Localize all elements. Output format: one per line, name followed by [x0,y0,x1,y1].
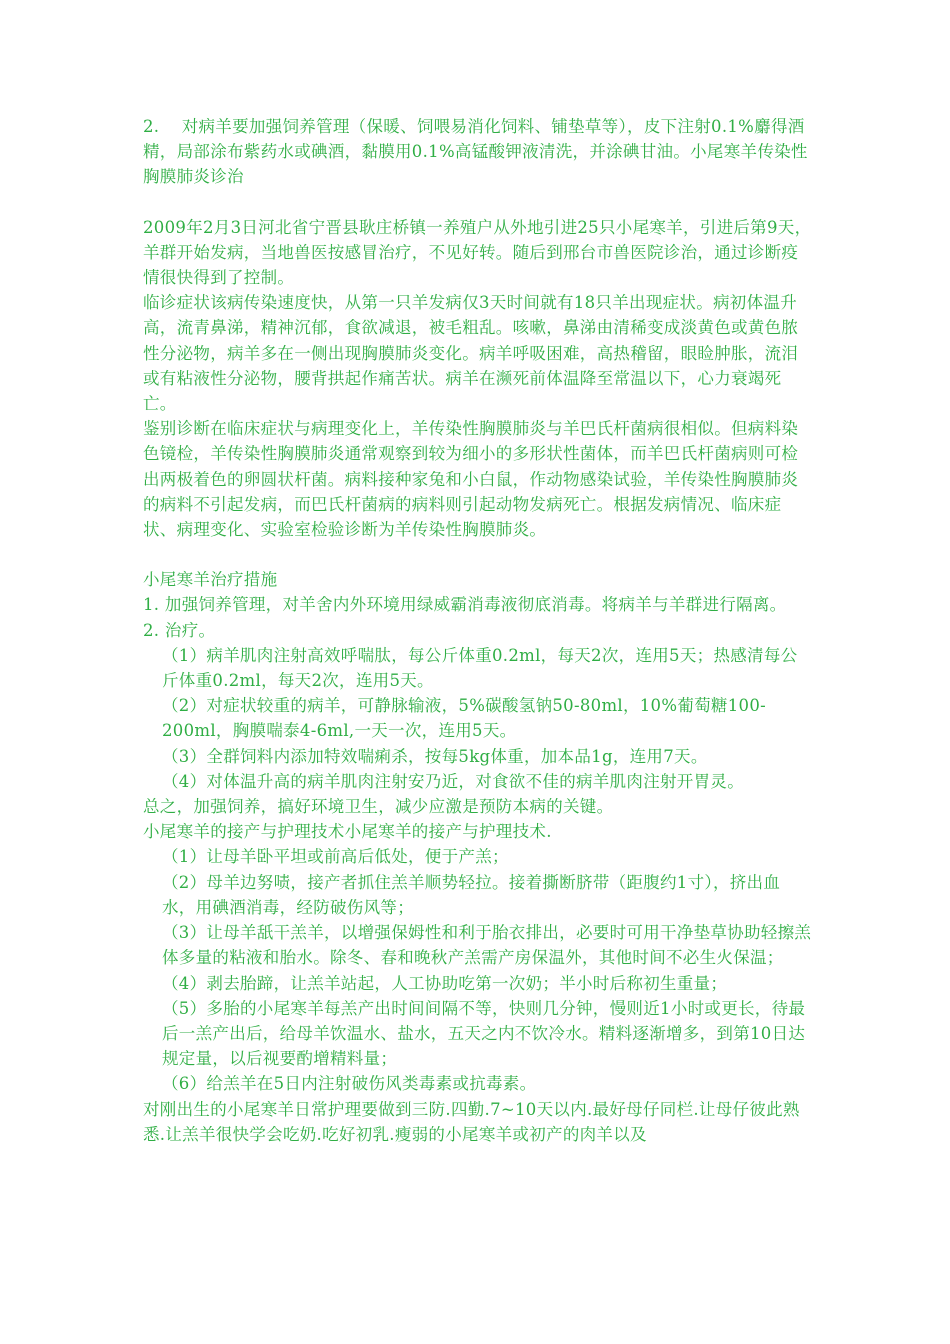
paragraph-spacer [143,542,813,567]
paragraph: 小尾寒羊的接产与护理技术小尾寒羊的接产与护理技术. [143,822,552,842]
paragraph: （5）多胎的小尾寒羊每羔产出时间间隔不等，快则几分钟，慢则近1小时或更长，待最后一羔产出后，给母羊饮温水、盐水，五天之内不饮冷水。精料逐渐增多，到第10日达规定量，以后视要酌增精料量； [162,998,806,1069]
paragraph: 总之，加强饲养，搞好环境卫生，减少应激是预防本病的关键。 [143,797,614,817]
paragraph: （2）母羊边努啧，接产者抓住羔羊顺势轻拉。接着撕断脐带（距腹约1寸），挤出血水，用碘酒消毒，经防破伤风等； [162,872,781,917]
paragraph: （2）对症状较重的病羊，可静脉输液，5%碳酸氢钠50-80ml，10%葡萄糖100-200ml，胸膜喘泰4-6ml,一天一次，连用5天。 [162,696,767,741]
paragraph: 2009年2月3日河北省宁晋县耿庄桥镇一养殖户从外地引进25只小尾寒羊，引进后第9天，羊群开始发病，当地兽医按感冒治疗，不见好转。随后到邢台市兽医院诊治，通过诊断疫情很快得到了控制。 [143,217,812,288]
paragraph: 对刚出生的小尾寒羊日常护理要做到三防.四勤.7~10天以内.最好母仔同栏.让母仔彼此熟悉.让羔羊很快学会吃奶.吃好初乳.瘦弱的小尾寒羊或初产的肉羊以及 [143,1099,800,1144]
paragraph: 2. 治疗。 [143,620,216,640]
paragraph: （6）给羔羊在5日内注射破伤风类毒素或抗毒素。 [162,1074,537,1094]
paragraph-spacer [143,190,813,215]
paragraph: 小尾寒羊治疗措施 [143,570,278,590]
paragraph: 1. 加强饲养管理，对羊舍内外环境用绿威霸消毒液彻底消毒。将病羊与羊群进行隔离。 [143,595,787,615]
paragraph: 鉴别诊断在临床症状与病理变化上，羊传染性胸膜肺炎与羊巴氏杆菌病很相似。但病料染色镜检，羊传染性胸膜肺炎通常观察到较为细小的多形状性菌体，而羊巴氏杆菌病则可检出两极着色的卵圆状杆菌。病料接种家兔和小白鼠，作动物感染试验，羊传染性胸膜肺炎的病料不引起发病，而巴氏杆菌病的病料则引起动物发病死亡。根据发病情况、临床症状、病理变化、实验室检验诊断为羊传染性胸膜肺炎。 [143,419,799,540]
paragraph: （4）对体温升高的病羊肌肉注射安乃近，对食欲不佳的病羊肌肉注射开胃灵。 [162,771,744,791]
paragraph: 临诊症状该病传染速度快，从第一只羊发病仅3天时间就有18只羊出现症状。病初体温升高，流青鼻涕，精神沉郁，食欲减退，被毛粗乱。咳嗽，鼻涕由清稀变成淡黄色或黄色脓性分泌物，病羊多在一侧出现胸膜肺炎变化。病羊呼吸困难，高热稽留，眼睑肿胀，流泪或有粘液性分泌物，腰背拱起作痛苦状。病羊在濒死前体温降至常温以下，心力衰竭死亡。 [143,293,799,414]
paragraph: （1）病羊肌肉注射高效呼喘肽，每公斤体重0.2ml，每天2次，连用5天；热感清每公斤体重0.2ml，每天2次，连用5天。 [162,645,798,691]
paragraph: （3）让母羊舐干羔羊，以增强保姆性和利于胎衣排出，必要时可用干净垫草协助轻擦羔体多量的粘液和胎水。除冬、春和晚秋产羔需产房保温外，其他时间不必生火保温； [162,923,812,968]
paragraph: （3）全群饲料内添加特效喘痢杀，按每5kg体重，加本品1g，连用7天。 [162,746,708,766]
paragraph: （4）剥去胎蹄，让羔羊站起，人工协助吃第一次奶；半小时后称初生重量； [162,973,728,993]
paragraph: 2. 对病羊要加强饲养管理（保暖、饲喂易消化饲料、铺垫草等），皮下注射0.1%麝得酒精，局部涂布紫药水或碘酒，黏膜用0.1%高锰酸钾液清洗，并涂碘甘油。小尾寒羊传染性胸膜肺炎诊治 [143,117,808,187]
document-body [143,114,813,1147]
paragraph: （1）让母羊卧平坦或前高后低处，便于产羔； [162,847,509,867]
